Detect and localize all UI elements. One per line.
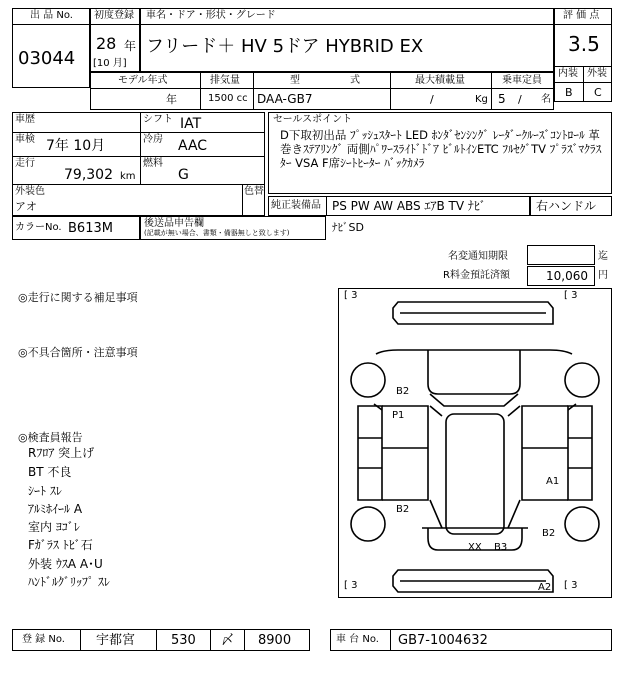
- shift-label: シフト: [143, 114, 173, 125]
- color-label: 外装色: [15, 186, 45, 197]
- bumper-tag-rear-right: [ 3: [564, 580, 578, 591]
- registration-number: 8900: [258, 633, 292, 648]
- capacity-unit: 名: [541, 94, 551, 105]
- exterior-label: 外装: [587, 68, 607, 79]
- chassis-label: 車 台 No.: [336, 634, 379, 645]
- mark-xx: XX: [468, 542, 482, 553]
- first-reg-month: [10 月]: [93, 58, 127, 69]
- sales-label: セールスポイント: [273, 114, 353, 125]
- inspector-item: Rﾌﾛｱ 突上げ: [28, 446, 95, 460]
- details-box: [12, 112, 265, 216]
- recycle-unit: 円: [598, 270, 608, 281]
- equipment-value: PS PW AW ABS ｴｱB TV ﾅﾋﾞ: [332, 199, 486, 213]
- recycle-label: R料金預託済額: [443, 270, 510, 281]
- load-unit: Kg: [475, 94, 488, 105]
- drive-value: 右ハンドル: [536, 199, 597, 213]
- car-name: フリード＋ HV 5ドア HYBRID EX: [146, 36, 424, 57]
- bumper-tag-front-left: [ 3: [344, 290, 358, 301]
- inspector-item: BT 不良: [28, 465, 72, 479]
- name-change-unit: 迄: [598, 251, 608, 262]
- mark-a1: A1: [546, 476, 560, 487]
- inspector-item: 室内 ﾖｺﾞﾚ: [28, 520, 80, 534]
- mark-p1: P1: [392, 410, 405, 421]
- mark-b2-right: B2: [542, 528, 556, 539]
- registration-class: 530: [171, 633, 196, 648]
- capacity-label: 乗車定員: [502, 75, 542, 86]
- fuel-value: G: [178, 167, 189, 183]
- shift-value: IAT: [180, 116, 202, 132]
- name-change-label: 名変通知期限: [448, 251, 508, 262]
- ac-value: AAC: [178, 138, 208, 154]
- defect-remarks-label: ◎不具合箇所・注意事項: [18, 346, 138, 359]
- driving-remarks-label: ◎走行に関する補足事項: [18, 291, 138, 304]
- car-name-label: 車名・ドア・形状・グレード: [146, 10, 276, 21]
- color-value: アオ: [15, 200, 37, 213]
- sales-text: D下取初出品 ﾌﾟｯｼｭｽﾀｰﾄ LED ﾎﾝﾀﾞｾﾝｼﾝｸﾞ ﾚｰﾀﾞｰｸﾙｰｽﾞｺﾝﾄﾛｰﾙ 革巻きｽﾃｱﾘﾝｸﾞ 両側ﾊﾟﾜｰｽﾗｲﾄﾞﾄﾞｱ ﾋﾞﾙﾄｲﾝETC ﾌﾙｾｸﾞTV ﾌﾟﾗｽﾞﾏｸﾗｽﾀｰ VSA F席ｼｰﾄﾋｰﾀｰ ﾊﾞｯｸｶﾒﾗ: [280, 128, 602, 170]
- model-year-value: 年: [166, 93, 177, 106]
- mark-b2-left-lower: B2: [396, 504, 410, 515]
- inspector-item: ﾊﾝﾄﾞﾙｸﾞﾘｯﾌﾟ ｽﾚ: [28, 575, 110, 589]
- inspection-value: 7年 10月: [46, 138, 106, 154]
- docs-value: ﾅﾋﾞSD: [332, 221, 364, 234]
- mileage-value: 79,302: [64, 167, 113, 183]
- score-label: 評 価 点: [563, 10, 600, 21]
- load-value: /: [430, 93, 434, 106]
- load-label: 最大積載量: [415, 75, 465, 86]
- registration-kana: 〆: [221, 633, 235, 648]
- fuel-label: 燃料: [143, 158, 163, 169]
- score-value: 3.5: [568, 32, 600, 56]
- capacity-slash: /: [518, 93, 522, 106]
- mark-b3: B3: [494, 542, 508, 553]
- mark-a2: A2: [538, 582, 552, 593]
- color-change-label: 色替: [244, 186, 264, 197]
- inspector-item: ｼｰﾄ ｽﾚ: [28, 484, 62, 498]
- displacement-value: 1500 cc: [208, 93, 248, 104]
- model-year-label: モデル年式: [118, 75, 168, 86]
- mileage-unit: km: [120, 171, 136, 182]
- inspector-item: ｱﾙﾐﾎｲｰﾙ A: [28, 502, 83, 516]
- lot-label: 出 品 No.: [30, 10, 73, 21]
- car-diagram: [338, 288, 612, 598]
- type-label-2: 式: [350, 75, 360, 86]
- chassis-number: GB7-1004632: [398, 633, 488, 648]
- mark-b2-left-upper: B2: [396, 386, 410, 397]
- interior-label: 内装: [558, 68, 578, 79]
- bumper-tag-front-right: [ 3: [564, 290, 578, 301]
- first-reg-year: 28: [96, 34, 117, 53]
- registration-place: 宇都宮: [96, 633, 136, 648]
- exterior-grade: C: [594, 86, 602, 99]
- equipment-label: 純正装備品: [271, 200, 321, 211]
- first-reg-label: 初度登録: [94, 10, 134, 21]
- docs-label: 後送品申告欄: [144, 218, 204, 229]
- interior-grade: B: [565, 86, 573, 99]
- registration-label: 登 録 No.: [22, 634, 65, 645]
- inspection-label: 車検: [15, 134, 35, 145]
- bumper-tag-rear-left: [ 3: [344, 580, 358, 591]
- inspector-item: 外装 ｳｽA A･U: [28, 557, 103, 571]
- name-change-box: [527, 245, 595, 265]
- type-value: DAA-GB7: [257, 92, 313, 106]
- mileage-label: 走行: [15, 158, 35, 169]
- recycle-amount: 10,060: [546, 269, 588, 283]
- color-no-label: カラーNo.: [15, 222, 62, 233]
- type-label: 型: [290, 75, 300, 86]
- displacement-label: 排気量: [210, 75, 240, 86]
- docs-note: (記載が無い場合、書類・備器無しと致します): [144, 229, 290, 237]
- lot-number: 03044: [18, 48, 76, 69]
- capacity-value: 5: [498, 92, 506, 106]
- inspector-report-label: ◎検査員報告: [18, 431, 83, 444]
- history-label: 車歴: [15, 114, 35, 125]
- year-unit: 年: [124, 39, 137, 53]
- inspector-item: Fｶﾞﾗｽ ﾄﾋﾞ石: [28, 538, 93, 552]
- color-no-value: B613M: [68, 221, 113, 236]
- ac-label: 冷房: [143, 134, 163, 145]
